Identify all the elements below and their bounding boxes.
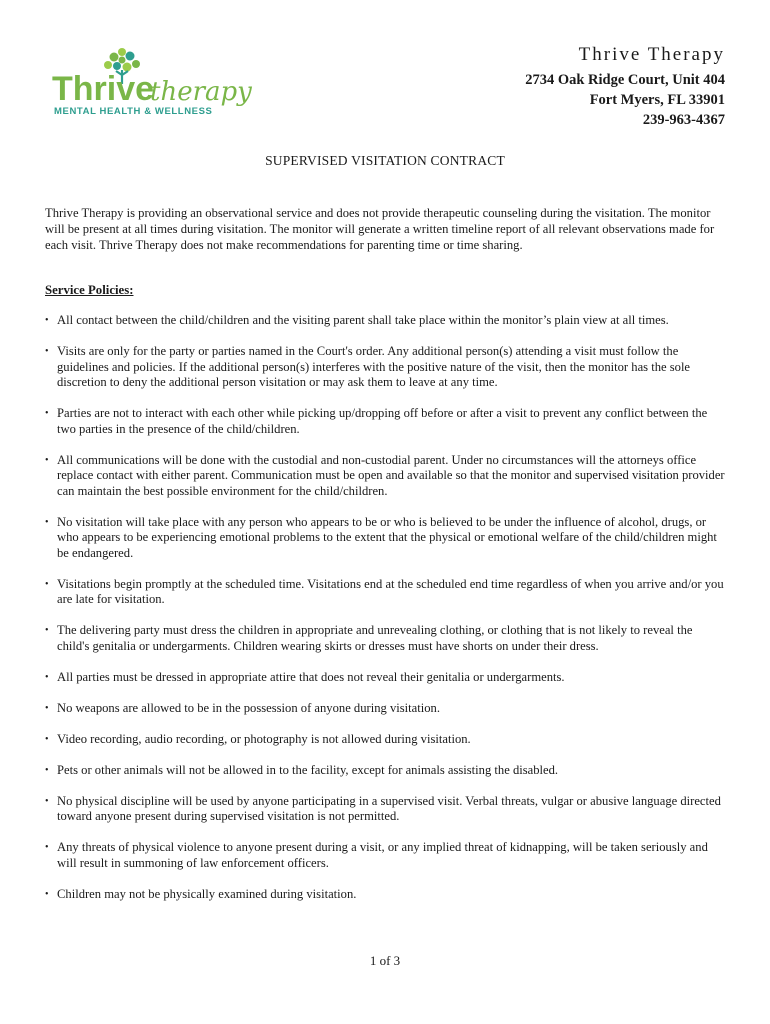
bullet-icon: • xyxy=(45,842,49,853)
policy-text: Any threats of physical violence to anyone present during a visit, or any implied threat of kidnapping, will be taken seriously and will result in summoning of law enforcement officers. xyxy=(57,840,708,870)
policy-text: No weapons are allowed to be in the possession of anyone during visitation. xyxy=(57,700,440,715)
policy-text: No physical discipline will be used by anyone participating in a supervised visit. Verbal threats, vulgar or abusive language directed toward anyone present during supervised visitation is not permitted. xyxy=(57,793,721,823)
page-number: 1 of 3 xyxy=(369,953,401,968)
policies-heading: Service Policies: xyxy=(45,283,134,297)
logo-wordmark-script: therapy xyxy=(150,77,252,107)
bullet-icon: • xyxy=(45,346,49,357)
policy-text: The delivering party must dress the children in appropriate and unrevealing clothing, or clothing that is not likely to reveal the child's genitalia or undergarments. Children wearing skirts or dresses must have shorts on under their dress. xyxy=(57,623,693,653)
policy-text: All contact between the child/children and the visiting parent shall take place within the monitor’s plain view at all times. xyxy=(57,313,669,327)
bullet-icon: • xyxy=(45,888,49,900)
policy-text: Pets or other animals will not be allowed in to the facility, except for animals assisting the disabled. xyxy=(57,762,559,777)
policy-item xyxy=(45,515,727,562)
policy-text: Parties are not to interact with each other while picking up/dropping off before or after a visit to prevent any conflict between the two parties in the presence of the child/children. xyxy=(57,406,708,436)
policy-text: Visits are only for the party or parties named in the Court's order. Any additional person(s) attending a visit must follow the guidelines and policies. If the additional person(s) interferes with the positive nature of the visit, then the monitor has the sole discretion to deny the additional person visitation or may ask them to leave at any time. xyxy=(57,344,691,389)
policy-text: All communications will be done with the custodial and non-custodial parent. Under no circumstances will the attorneys office replace contact with either parent. Communication must be open and available so that the monitor and supervised visitation provider can maintain the best possible environment for the child/children. xyxy=(57,452,725,498)
org-name: Thrive Therapy xyxy=(578,44,725,65)
logo-graphic xyxy=(50,44,252,118)
bullet-icon: • xyxy=(45,795,49,807)
document-title: SUPERVISED VISITATION CONTRACT xyxy=(265,153,505,168)
policy-item xyxy=(45,763,727,779)
bullet-icon: • xyxy=(45,764,49,776)
thrive-therapy-logo xyxy=(50,44,252,118)
logo-wordmark-main: Thrive xyxy=(52,70,155,108)
address-line-1: 2734 Oak Ridge Court, Unit 404 xyxy=(525,72,725,88)
address-line-2: Fort Myers, FL 33901 xyxy=(589,92,725,108)
policies-list xyxy=(45,313,727,918)
bullet-icon: • xyxy=(45,454,49,466)
policy-text: Children may not be physically examined during visitation. xyxy=(57,886,357,901)
policy-text: No visitation will take place with any person who appears to be or who is believed to be under the influence of alcohol, drugs, or who appears to be experiencing emotional problems to the extent that the physical or emotional welfare of the child/children might be endangered. xyxy=(57,514,717,560)
policy-item xyxy=(45,623,727,654)
policy-item xyxy=(45,701,727,717)
bullet-icon: • xyxy=(45,671,49,683)
policy-item xyxy=(45,313,727,329)
policy-text: All parties must be dressed in appropriate attire that does not reveal their genitalia or undergarments. xyxy=(57,669,565,684)
logo-tagline: MENTAL HEALTH & WELLNESS xyxy=(54,106,213,117)
policy-item xyxy=(45,840,727,871)
policy-item xyxy=(45,453,727,500)
intro-paragraph: Thrive Therapy is providing an observational service and does not provide therapeutic counseling during the visitation. The monitor will be present at all times during visitation. The monitor will generate a written timeline report of all relevant observations made for each visit. Thrive Therapy does not make recommendations for parenting time or time sharing. xyxy=(45,206,715,252)
policy-text: Video recording, audio recording, or photography is not allowed during visitation. xyxy=(57,731,471,746)
policy-text: Visitations begin promptly at the scheduled time. Visitations end at the scheduled end time regardless of when you arrive and/or you are late for visitation. xyxy=(57,576,724,606)
policy-item xyxy=(45,732,727,748)
bullet-icon: • xyxy=(45,315,49,326)
policy-item xyxy=(45,406,727,437)
bullet-icon: • xyxy=(45,408,49,419)
policy-item xyxy=(45,887,727,903)
bullet-icon: • xyxy=(45,702,49,714)
organization-header xyxy=(525,44,725,130)
policy-item xyxy=(45,670,727,686)
policy-item xyxy=(45,794,727,825)
bullet-icon: • xyxy=(45,516,49,528)
phone-number: 239-963-4367 xyxy=(642,112,725,128)
policy-item xyxy=(45,344,727,391)
bullet-icon: • xyxy=(45,625,49,636)
policy-item xyxy=(45,577,727,608)
bullet-icon: • xyxy=(45,733,49,745)
bullet-icon: • xyxy=(45,578,49,590)
